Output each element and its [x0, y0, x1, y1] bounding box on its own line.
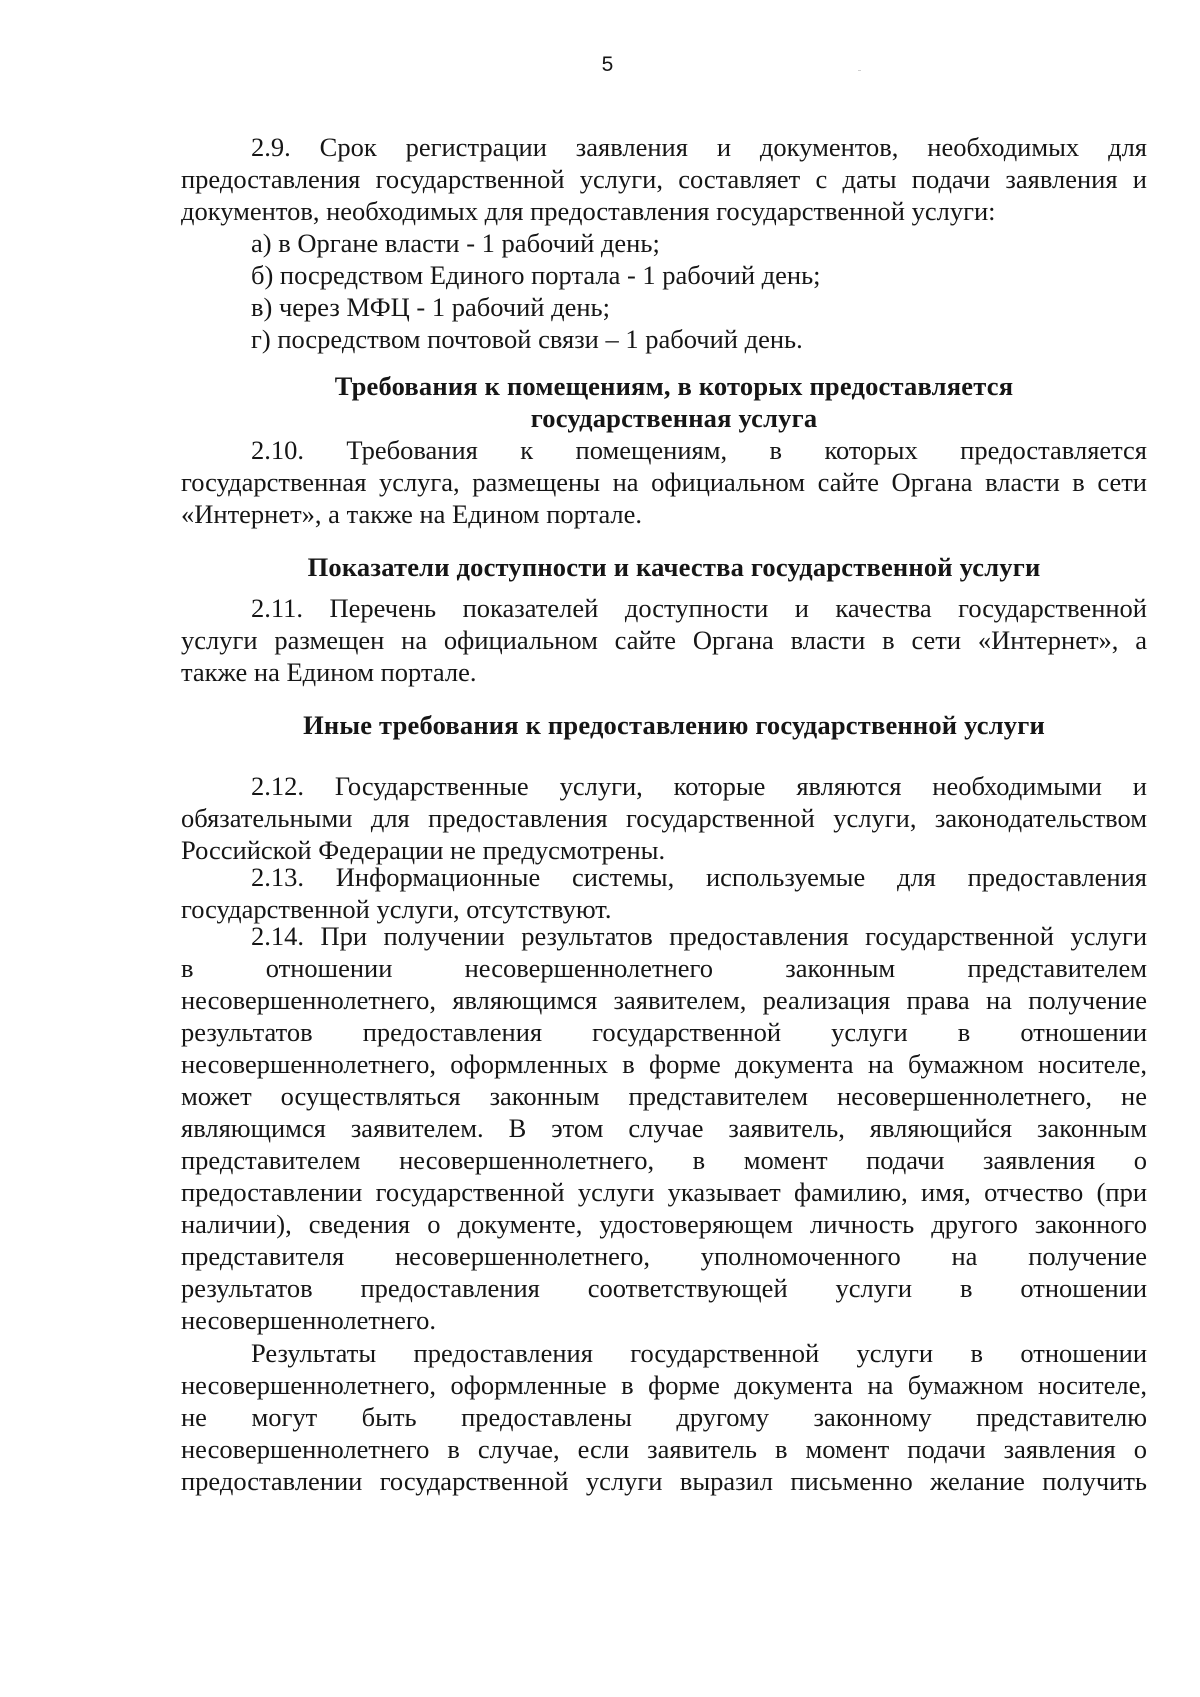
paragraph-line: государственная услуга, размещены на официальном сайте Органа власти в сети [181, 467, 1147, 497]
paragraph-line: результатов предоставления государственной услуги в отношении [181, 1017, 1147, 1047]
section-results [181, 1337, 1147, 1497]
section-heading: Требования к помещениям, в которых предоставляется [334, 371, 1014, 401]
paragraph-line: обязательными для предоставления государственной услуги, законодательством [181, 803, 1147, 833]
paragraph-line: может осуществляться законным представителем несовершеннолетнего, не [181, 1081, 1147, 1111]
paragraph-line: являющимся заявителем. В этом случае заявитель, являющийся законным [181, 1113, 1147, 1143]
section-heading: государственная услуга [530, 403, 818, 433]
list-item: в) через МФЦ - 1 рабочий день; [251, 292, 610, 322]
paragraph-line: 2.12. Государственные услуги, которые являются необходимыми и [251, 771, 1147, 801]
list-item: а) в Органе власти - 1 рабочий день; [251, 228, 660, 258]
page-number: 5 [601, 53, 614, 76]
paragraph-line: «Интернет», а также на Едином портале. [181, 499, 643, 529]
list-item: б) посредством Единого портала - 1 рабочий день; [251, 260, 821, 290]
paragraph-line: несовершеннолетнего, являющимся заявителем, реализация права на получение [181, 985, 1147, 1015]
paragraph-line: 2.10. Требования к помещениям, в которых предоставляется [251, 435, 1147, 465]
paragraph-line: Результаты предоставления государственной услуги в отношении [251, 1338, 1147, 1368]
paragraph-line: представителя несовершеннолетнего, уполномоченного на получение [181, 1241, 1147, 1271]
paragraph-line: 2.11. Перечень показателей доступности и качества государственной [251, 593, 1147, 623]
paragraph-line: государственной услуги, отсутствуют. [181, 894, 612, 924]
paragraph-line: несовершеннолетнего в случае, если заявитель в момент подачи заявления о [181, 1434, 1147, 1464]
section-2-10 [181, 434, 1147, 530]
paragraph-line: предоставлении государственной услуги указывает фамилию, имя, отчество (при [181, 1177, 1147, 1207]
section-2-14 [181, 920, 1147, 1336]
paragraph-line: результатов предоставления соответствующей услуги в отношении [181, 1273, 1147, 1303]
paragraph-line: несовершеннолетнего, оформленные в форме документа на бумажном носителе, [181, 1370, 1147, 1400]
paragraph-line: наличии), сведения о документе, удостоверяющем личность другого законного [181, 1209, 1147, 1239]
section-2-12 [181, 770, 1147, 866]
paragraph-line: представителем несовершеннолетнего, в момент подачи заявления о [181, 1145, 1147, 1175]
heading-premises [191, 370, 1157, 434]
paragraph-line: Российской Федерации не предусмотрены. [181, 835, 666, 865]
heading-quality [191, 551, 1157, 583]
paragraph-line: 2.14. При получении результатов предоставления государственной услуги [251, 921, 1147, 951]
section-heading: Иные требования к предоставлению государственной услуги [303, 710, 1045, 740]
paragraph-line: предоставления государственной услуги, составляет с даты подачи заявления и [181, 164, 1147, 194]
paragraph-line: несовершеннолетнего, оформленных в форме документа на бумажном носителе, [181, 1049, 1147, 1079]
paragraph-line: не могут быть предоставлены другому законному представителю [181, 1402, 1147, 1432]
paragraph-line: 2.9. Срок регистрации заявления и документов, необходимых для [251, 132, 1147, 162]
paragraph-line: в отношении несовершеннолетнего законным представителем [181, 953, 1147, 983]
paragraph-line: несовершеннолетнего. [181, 1305, 437, 1335]
section-2-9 [181, 131, 1147, 355]
list-item: г) посредством почтовой связи – 1 рабочий день. [251, 324, 803, 354]
paragraph-line: документов, необходимых для предоставления государственной услуги: [181, 196, 996, 226]
paragraph-line: 2.13. Информационные системы, используемые для предоставления [251, 862, 1147, 892]
section-2-11 [181, 592, 1147, 688]
section-2-13 [181, 861, 1147, 925]
section-heading: Показатели доступности и качества государственной услуги [307, 552, 1041, 582]
heading-other [191, 709, 1157, 741]
paragraph-line: услуги размещен на официальном сайте Органа власти в сети «Интернет», а [181, 625, 1147, 655]
scan-speck [858, 70, 861, 71]
paragraph-line: предоставлении государственной услуги выразил письменно желание получить [181, 1466, 1147, 1496]
paragraph-line: также на Едином портале. [181, 657, 477, 687]
